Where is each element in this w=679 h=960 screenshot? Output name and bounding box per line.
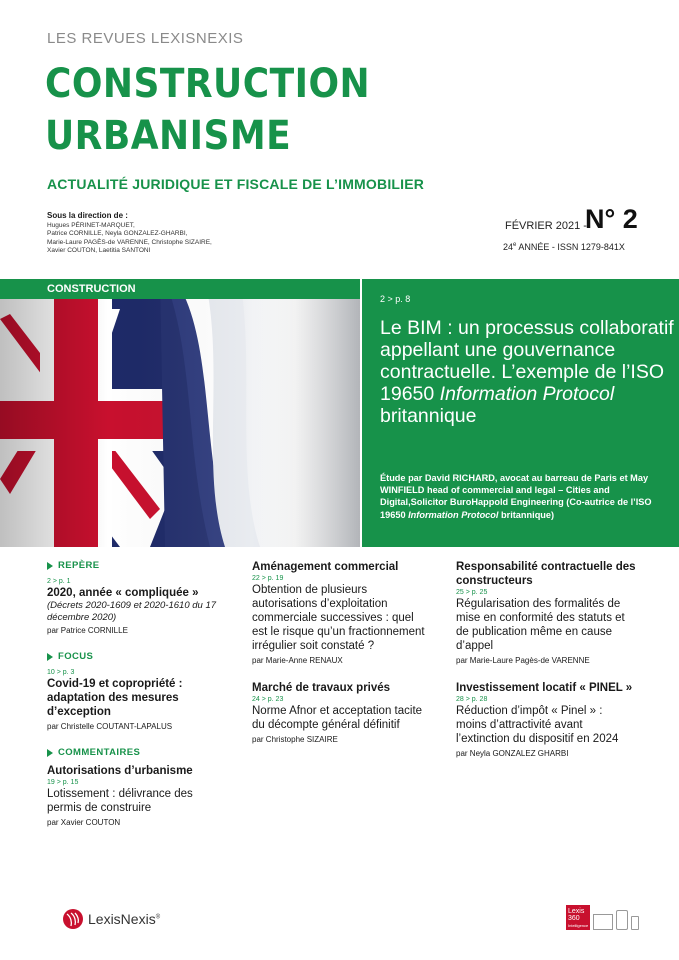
phone-icon — [631, 916, 639, 930]
journal-title-line1: CONSTRUCTION — [45, 61, 371, 107]
article-subtitle: (Décrets 2020-1609 et 2020-1610 du 17 décembre 2020) — [47, 600, 217, 623]
article-ref: 24 > p. 23 — [252, 696, 284, 703]
journal-title — [45, 58, 370, 162]
article-author: par Patrice CORNILLE — [47, 626, 128, 635]
article-author: par Xavier COUTON — [47, 818, 121, 827]
article-repere[interactable] — [47, 577, 217, 635]
article-responsabilite[interactable] — [456, 560, 636, 665]
direction-heading: Sous la direction de : — [47, 211, 128, 220]
rubric-construction: CONSTRUCTION — [0, 279, 360, 299]
section-focus — [47, 651, 217, 662]
article-ref: 25 > p. 25 — [456, 589, 488, 596]
article-focus[interactable] — [47, 668, 217, 731]
lexisnexis-logo — [62, 908, 160, 930]
issue-date: FÉVRIER 2021 - — [505, 220, 587, 232]
article-heading: Responsabilité contractuelle des constructeurs — [456, 561, 636, 587]
direction-line: Xavier COUTON, Laetitia SANTONI — [47, 246, 151, 254]
publication-series: LES REVUES LEXISNEXIS — [47, 30, 244, 47]
article-author: par Christelle COUTANT-LAPALUS — [47, 722, 173, 731]
triangle-icon — [47, 562, 53, 570]
publisher-name-text: LexisNexis — [88, 911, 156, 927]
lexis360-line3: Intelligence — [568, 923, 589, 928]
section-commentaires-label: COMMENTAIRES — [58, 747, 141, 758]
lexisnexis-emblem-icon — [62, 908, 84, 930]
article-title: Covid-19 et copropriété : adaptation des mesures d’exception — [47, 678, 183, 718]
article-ref: 22 > p. 19 — [252, 575, 284, 582]
author-text-end: britannique) — [498, 509, 555, 520]
uk-france-flags-illustration — [0, 279, 360, 547]
column-right — [456, 560, 636, 758]
year-issn-text: ANNÉE - ISSN 1279-841X — [516, 242, 625, 252]
article-heading: Aménagement commercial — [252, 561, 399, 573]
article-heading: Autorisations d’urbanisme — [47, 765, 193, 777]
journal-title-line2: URBANISME — [45, 113, 292, 159]
cover-story-title[interactable] — [380, 317, 675, 427]
cover-story[interactable] — [0, 279, 679, 547]
direction-list — [47, 222, 212, 255]
article-body: Obtention de plusieurs autorisations d’exploitation commerciale successives : quel est le risque qu’un fractionnement irrégulier soit constaté ? — [252, 584, 425, 652]
issue-number: N° 2 — [585, 204, 638, 234]
lexis360-line2: 360 — [568, 915, 580, 922]
article-author: par Marie-Laure Pagès-de VARENNE — [456, 656, 590, 665]
lexis360-logo — [566, 905, 590, 930]
article-body: Lotissement : délivrance des permis de construire — [47, 788, 193, 814]
article-ref: 19 > p. 15 — [47, 779, 79, 786]
cover-story-ref[interactable]: 2 > p. 8 — [380, 294, 411, 304]
article-pinel[interactable] — [456, 681, 636, 758]
article-ref: 10 > p. 3 — [47, 669, 75, 676]
triangle-icon — [47, 749, 53, 757]
direction-line: Hugues PÉRINET-MARQUET, — [47, 222, 135, 229]
article-ref: 2 > p. 1 — [47, 578, 71, 585]
cover-story-author — [380, 472, 670, 521]
section-repere-label: REPÈRE — [58, 560, 100, 571]
article-body: Régularisation des formalités de mise en conformité des statuts et de publication même en cause d’appel — [456, 598, 625, 652]
flags-image — [0, 279, 360, 547]
article-author: par Marie-Anne RENAUX — [252, 656, 343, 665]
registered-mark: ® — [155, 914, 161, 921]
article-title: 2020, année « compliquée » — [47, 587, 199, 599]
article-amenagement[interactable] — [252, 560, 427, 665]
article-body: Norme Afnor et acceptation tacite du décompte général définitif — [252, 705, 423, 731]
article-author: par Christophe SIZAIRE — [252, 735, 338, 744]
laptop-icon — [593, 914, 613, 930]
cover-title-text: Le BIM : un processus collaboratif appellant une gouvernance contractuelle. L’exemple de l’ISO 19650 — [380, 317, 674, 405]
article-author: par Neyla GONZALEZ GHARBI — [456, 749, 569, 758]
cover-title-text-end: britannique — [380, 405, 477, 427]
journal-subtitle: ACTUALITÉ JURIDIQUE ET FISCALE DE L’IMMOBILIER — [47, 176, 425, 192]
lexis360-badge — [566, 905, 639, 930]
cover-title-italic: Information Protocol — [439, 383, 615, 405]
lexis360-line1: Lexis — [568, 908, 585, 915]
author-text: Étude par David RICHARD, avocat au barreau de Paris et May WINFIELD head of commercial and legal – Cities and Digital,Solicitor BuroHappold Engineering (Co-autrice de l’ISO 19650 — [380, 473, 652, 520]
direction-line: Marie-Laure PAGÈS-de VARENNE, Christophe SIZAIRE, — [47, 238, 212, 246]
article-urbanisme[interactable] — [47, 764, 217, 827]
section-focus-label: FOCUS — [58, 651, 94, 662]
direction-line: Patrice CORNILLE, Neyla GONZALEZ-GHARBI, — [47, 230, 188, 238]
column-left — [47, 560, 217, 827]
cover-story-panel — [362, 279, 679, 547]
year-superscript: e — [513, 242, 517, 248]
article-travaux[interactable] — [252, 681, 427, 744]
article-body: Réduction d’impôt « Pinel » : moins d’attractivité avant l’extinction du dispositif en 2024 — [456, 705, 619, 745]
article-ref: 28 > p. 28 — [456, 696, 488, 703]
section-commentaires — [47, 747, 217, 758]
column-middle — [252, 560, 427, 744]
issue-year-issn — [503, 242, 625, 252]
year-number: 24 — [503, 242, 514, 252]
publisher-name — [88, 911, 160, 927]
section-repere — [47, 560, 217, 571]
article-heading: Marché de travaux privés — [252, 682, 391, 694]
triangle-icon — [47, 653, 53, 661]
tablet-icon — [616, 910, 628, 930]
author-italic: Information Protocol — [408, 509, 499, 520]
article-heading: Investissement locatif « PINEL » — [456, 682, 633, 694]
